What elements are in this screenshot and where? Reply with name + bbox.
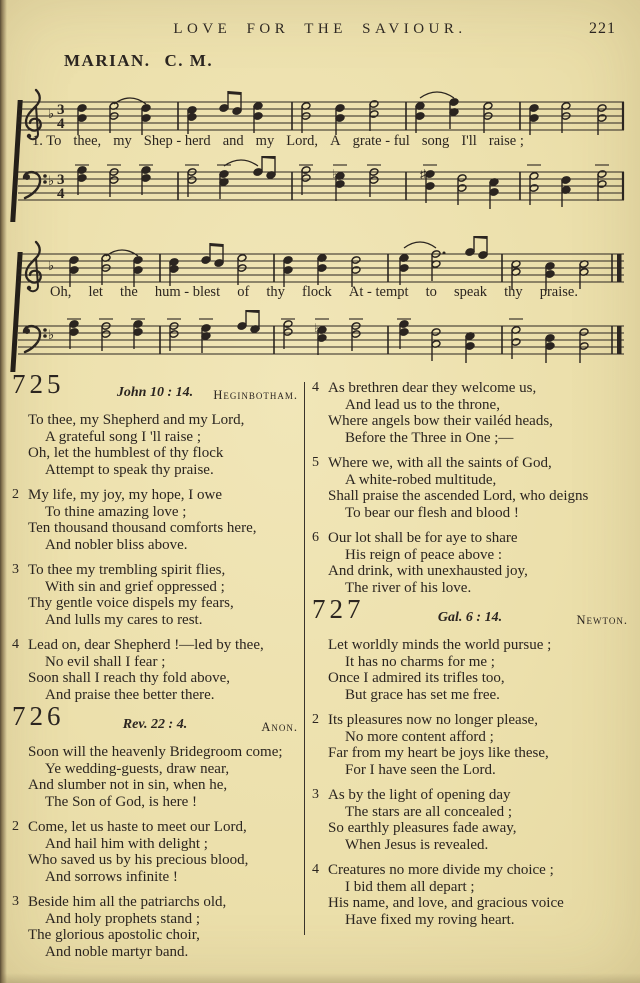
- verse-line: And nobler bliss above.: [45, 536, 188, 553]
- author-name: Newton.: [576, 613, 628, 627]
- scripture-reference: John 10 : 14.: [116, 385, 194, 400]
- verse-line: Let worldly minds the world pursue ;: [328, 637, 552, 653]
- right-column: [312, 380, 628, 937]
- hymn-verse: [312, 530, 628, 596]
- lyric-syllable: my: [113, 133, 132, 149]
- lyric-syllable: hum - blest: [154, 284, 221, 300]
- verse-line: Ten thousand thousand comforts here,: [28, 520, 257, 536]
- lyric-syllable: thy: [504, 284, 523, 300]
- verse-line: I bid them all depart ;: [345, 878, 475, 895]
- verse-line: For I have seen the Lord.: [345, 761, 496, 778]
- lyric-syllable: let: [88, 284, 103, 300]
- page-bottom-shadow: [0, 973, 640, 983]
- lyric-syllable: speak: [453, 284, 487, 300]
- verse-line: Once I admired its trifles too,: [328, 670, 505, 686]
- verse-line: Ye wedding-guests, draw near,: [45, 760, 230, 777]
- verse-number: 6: [312, 530, 319, 545]
- verse-line: It has no charms for me ;: [345, 653, 495, 670]
- page-number: 221: [589, 20, 616, 37]
- lyric-syllable: song: [421, 133, 450, 149]
- hymn-verse: [12, 412, 298, 478]
- hymn-number: 727: [312, 594, 365, 624]
- verse-number: 2: [312, 712, 319, 727]
- lyric-syllable: praise.: [539, 284, 578, 300]
- hymn-verse: [12, 744, 298, 810]
- scripture-reference: Gal. 6 : 14.: [437, 610, 503, 625]
- verse-line: And drink, with unexhausted joy,: [328, 563, 528, 579]
- tune-meter: C. M.: [164, 51, 214, 70]
- lyric-syllable: of: [237, 284, 250, 300]
- verse-line: When Jesus is revealed.: [345, 836, 489, 853]
- verse-line: No more content afford ;: [345, 728, 494, 745]
- svg-text:4: 4: [57, 186, 65, 202]
- hymn-verse: [12, 637, 298, 703]
- hymn-verse: [12, 819, 298, 885]
- hymn-verse: [312, 637, 628, 703]
- lyric-syllable: 1. To: [32, 133, 62, 149]
- verse-line: To thee my trembling spirit flies,: [28, 562, 226, 578]
- hymn-verse: [312, 787, 628, 853]
- verse-line: As by the light of opening day: [328, 787, 511, 803]
- svg-text:♭: ♭: [48, 327, 55, 342]
- hymn-verse: [312, 455, 628, 521]
- lyric-syllable: flock: [302, 284, 332, 300]
- music-score: [0, 84, 640, 380]
- verse-line: Shall praise the ascended Lord, who deigns: [328, 488, 589, 504]
- lyric-syllable: Oh,: [50, 284, 72, 300]
- verse-line: With sin and grief oppressed ;: [45, 578, 225, 595]
- verse-line: Our lot shall be for aye to share: [328, 530, 518, 546]
- verse-number: 4: [312, 380, 319, 395]
- verse-line: A white-robed multitude,: [345, 471, 497, 488]
- verse-line: And lulls my cares to rest.: [45, 611, 203, 628]
- verse-number: 2: [12, 819, 19, 834]
- verse-line: The Son of God, is here !: [45, 793, 198, 810]
- verse-line: Where angels bow their vailéd heads,: [328, 413, 553, 429]
- running-header: LOVE FOR THE SAVIOUR.: [173, 21, 467, 37]
- column-divider: [304, 382, 305, 935]
- verse-line: So earthly pleasures fade away,: [328, 820, 517, 836]
- lyrics-line-2: [50, 284, 578, 301]
- verse-line: Attempt to speak thy praise.: [45, 461, 214, 478]
- author-name: Anon.: [261, 720, 298, 734]
- verse-line: Soon shall I reach thy fold above,: [28, 670, 231, 686]
- lyrics-line-1: [32, 133, 524, 150]
- tune-title: [64, 51, 213, 71]
- lyric-syllable: Shep - herd: [143, 133, 211, 149]
- lyric-syllable: A: [330, 133, 341, 149]
- verse-number: 4: [12, 637, 19, 652]
- verse-line: Have fixed my roving heart.: [345, 911, 515, 928]
- verse-number: 5: [312, 455, 319, 470]
- verse-line: Come, let us haste to meet our Lord,: [28, 819, 247, 835]
- verse-line: And slumber not in sin, when he,: [28, 777, 228, 793]
- verse-line: But grace has set me free.: [345, 686, 500, 703]
- svg-text:♭: ♭: [332, 167, 338, 181]
- svg-text:♭: ♭: [314, 321, 320, 335]
- verse-line: To thee, my Shepherd and my Lord,: [28, 412, 245, 428]
- lyric-syllable: thee,: [73, 133, 102, 149]
- svg-text:3: 3: [57, 102, 65, 118]
- hymn-heading: [12, 369, 298, 407]
- verse-line: And lead us to the throne,: [345, 396, 500, 413]
- verse-line: Soon will the heavenly Bridegroom come;: [28, 744, 283, 760]
- verse-line: Before the Three in One ;—: [345, 429, 514, 446]
- verse-line: A grateful song I 'll raise ;: [45, 428, 201, 445]
- lyric-syllable: I'll: [461, 133, 477, 149]
- hymn-verse: [312, 380, 628, 446]
- lyric-syllable: to: [425, 284, 437, 300]
- verse-number: 2: [12, 487, 19, 502]
- verse-line: The river of his love.: [345, 579, 472, 596]
- bass-staff-system-1: [10, 156, 628, 220]
- lyric-syllable: At - tempt: [348, 284, 409, 300]
- verse-line: To bear our flesh and blood !: [345, 504, 519, 521]
- verse-line: Thy gentle voice dispels my fears,: [28, 595, 234, 611]
- verse-line: Where we, with all the saints of God,: [328, 455, 552, 471]
- svg-text:♭: ♭: [48, 173, 55, 188]
- verse-line: Lead on, dear Shepherd !—led by thee,: [28, 637, 264, 653]
- lyric-syllable: grate - ful: [352, 133, 410, 149]
- svg-text:♯: ♯: [420, 167, 426, 181]
- hymn-verse: [12, 894, 298, 960]
- verse-line: Its pleasures now no longer please,: [328, 712, 538, 728]
- verse-line: As brethren dear they welcome us,: [328, 380, 537, 396]
- verse-number: 3: [12, 894, 19, 909]
- verse-line: And sorrows infinite !: [45, 868, 178, 885]
- left-column: [12, 369, 298, 969]
- verse-line: His reign of peace above :: [345, 546, 503, 563]
- verse-line: And holy prophets stand ;: [45, 910, 200, 927]
- tune-name: MARIAN.: [64, 51, 151, 70]
- verse-number: 4: [312, 862, 319, 877]
- verse-line: Beside him all the patriarchs old,: [28, 894, 227, 910]
- verse-line: And praise thee better there.: [45, 686, 215, 703]
- verse-line: My life, my joy, my hope, I owe: [28, 487, 222, 503]
- svg-text:3: 3: [57, 172, 65, 188]
- scripture-reference: Rev. 22 : 4.: [122, 717, 188, 732]
- verse-line: Oh, let the humblest of thy flock: [28, 445, 224, 461]
- verse-line: Who saved us by his precious blood,: [28, 852, 249, 868]
- verse-line: No evil shall I fear ;: [45, 653, 166, 670]
- hymn-text-area: [0, 369, 640, 970]
- lyric-syllable: my: [255, 133, 275, 149]
- verse-line: Far from my heart be joys like these,: [328, 745, 549, 761]
- svg-text:4: 4: [57, 116, 65, 132]
- lyric-syllable: the: [120, 284, 138, 300]
- hymn-number: 725: [12, 369, 65, 399]
- hymn-verse: [312, 862, 628, 928]
- lyric-syllable: raise ;: [488, 133, 524, 149]
- bass-staff-system-2: [10, 310, 628, 374]
- verse-number: 3: [312, 787, 319, 802]
- verse-number: 3: [12, 562, 19, 577]
- lyric-syllable: thy: [266, 284, 285, 300]
- svg-text:♭: ♭: [48, 258, 55, 273]
- verse-line: Creatures no more divide my choice ;: [328, 862, 554, 878]
- verse-line: The glorious apostolic choir,: [28, 927, 200, 943]
- verse-line: To thine amazing love ;: [45, 503, 187, 520]
- hymn-heading: [12, 701, 298, 739]
- verse-line: The stars are all concealed ;: [345, 803, 512, 820]
- hymn-heading: [312, 594, 628, 632]
- verse-line: His name, and love, and gracious voice: [328, 895, 564, 911]
- lyric-syllable: Lord,: [286, 133, 319, 149]
- svg-text:♭: ♭: [48, 106, 55, 121]
- hymn-verse: [12, 562, 298, 628]
- hymn-verse: [12, 487, 298, 553]
- hymn-verse: [312, 712, 628, 778]
- lyric-syllable: and: [222, 133, 244, 149]
- hymn-number: 726: [12, 701, 65, 731]
- author-name: Heginbotham.: [213, 388, 298, 402]
- verse-line: And hail him with delight ;: [45, 835, 208, 852]
- verse-line: And noble martyr band.: [45, 943, 189, 960]
